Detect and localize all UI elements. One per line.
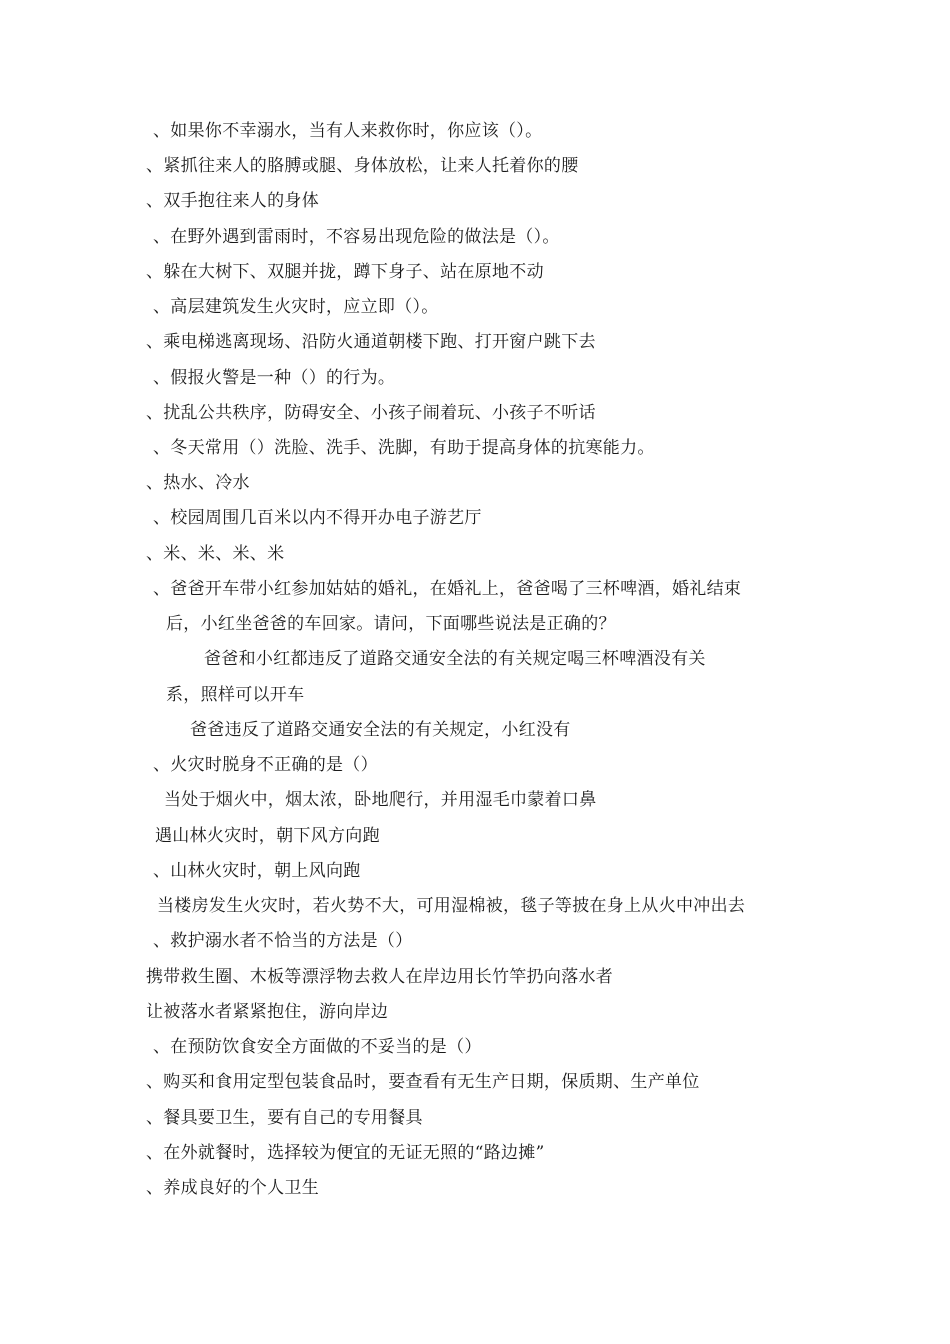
- option-line: 携带救生圈、木板等漂浮物去救人在岸边用长竹竿扔向落水者: [146, 967, 614, 987]
- option-line: 、乘电梯逃离现场、沿防火通道朝楼下跑、打开窗户跳下去: [146, 332, 596, 352]
- option-line: 让被落水者紧紧抱住，游向岸边: [146, 1002, 389, 1022]
- question-thunderstorm: 、在野外遇到雷雨时，不容易出现危险的做法是（）。: [153, 227, 560, 247]
- question-false-alarm: 、假报火警是一种（）的行为。: [153, 368, 396, 388]
- option-line: 、双手抱往来人的身体: [146, 191, 319, 211]
- question-cold-water: 、冬天常用（）洗脸、洗手、洗脚，有助于提高身体的抗寒能力。: [153, 438, 655, 458]
- option-line: 、在外就餐时，选择较为便宜的无证无照的“路边摊”: [146, 1143, 545, 1163]
- question-drowning: 、如果你不幸溺水，当有人来救你时，你应该（）。: [153, 121, 543, 141]
- option-line: 、扰乱公共秩序，防碍安全、小孩子闹着玩、小孩子不听话: [146, 403, 596, 423]
- option-line: 、山林火灾时，朝上风向跑: [153, 861, 361, 881]
- option-line: 爸爸违反了道路交通安全法的有关规定，小红没有: [190, 720, 571, 740]
- option-line: 、紧抓往来人的胳膊或腿、身体放松，让来人托着你的腰: [146, 156, 579, 176]
- question-food-safety: 、在预防饮食安全方面做的不妥当的是（）: [153, 1037, 482, 1057]
- option-line: 当处于烟火中，烟太浓，卧地爬行，并用湿毛巾蒙着口鼻: [164, 790, 597, 810]
- option-line: 、热水、冷水: [146, 473, 250, 493]
- question-rescue: 、救护溺水者不恰当的方法是（）: [153, 931, 413, 951]
- question-drunk-driving: 、爸爸开车带小红参加姑姑的婚礼，在婚礼上，爸爸喝了三杯啤酒，婚礼结束: [153, 579, 742, 599]
- option-continuation: 系，照样可以开车: [166, 685, 305, 705]
- question-arcade: 、校园周围几百米以内不得开办电子游艺厅: [153, 508, 482, 528]
- option-line: 遇山林火灾时，朝下风方向跑: [155, 826, 380, 846]
- option-line: 爸爸和小红都违反了道路交通安全法的有关规定喝三杯啤酒没有关: [204, 649, 706, 669]
- question-fire-escape: 、火灾时脱身不正确的是（）: [153, 755, 378, 775]
- option-line: 、养成良好的个人卫生: [146, 1178, 319, 1198]
- option-line: 、躲在大树下、双腿并拢，蹲下身子、站在原地不动: [146, 262, 544, 282]
- question-highrise-fire: 、高层建筑发生火灾时，应立即（）。: [153, 297, 439, 317]
- option-line: 、购买和食用定型包装食品时，要查看有无生产日期，保质期、生产单位: [146, 1072, 700, 1092]
- option-line: 当楼房发生火灾时，若火势不大，可用湿棉被，毯子等披在身上从火中冲出去: [157, 896, 746, 916]
- question-continuation: 后，小红坐爸爸的车回家。请问，下面哪些说法是正确的？: [166, 614, 616, 634]
- option-line: 、餐具要卫生，要有自己的专用餐具: [146, 1108, 423, 1128]
- option-line: 、米、米、米、米: [146, 544, 285, 564]
